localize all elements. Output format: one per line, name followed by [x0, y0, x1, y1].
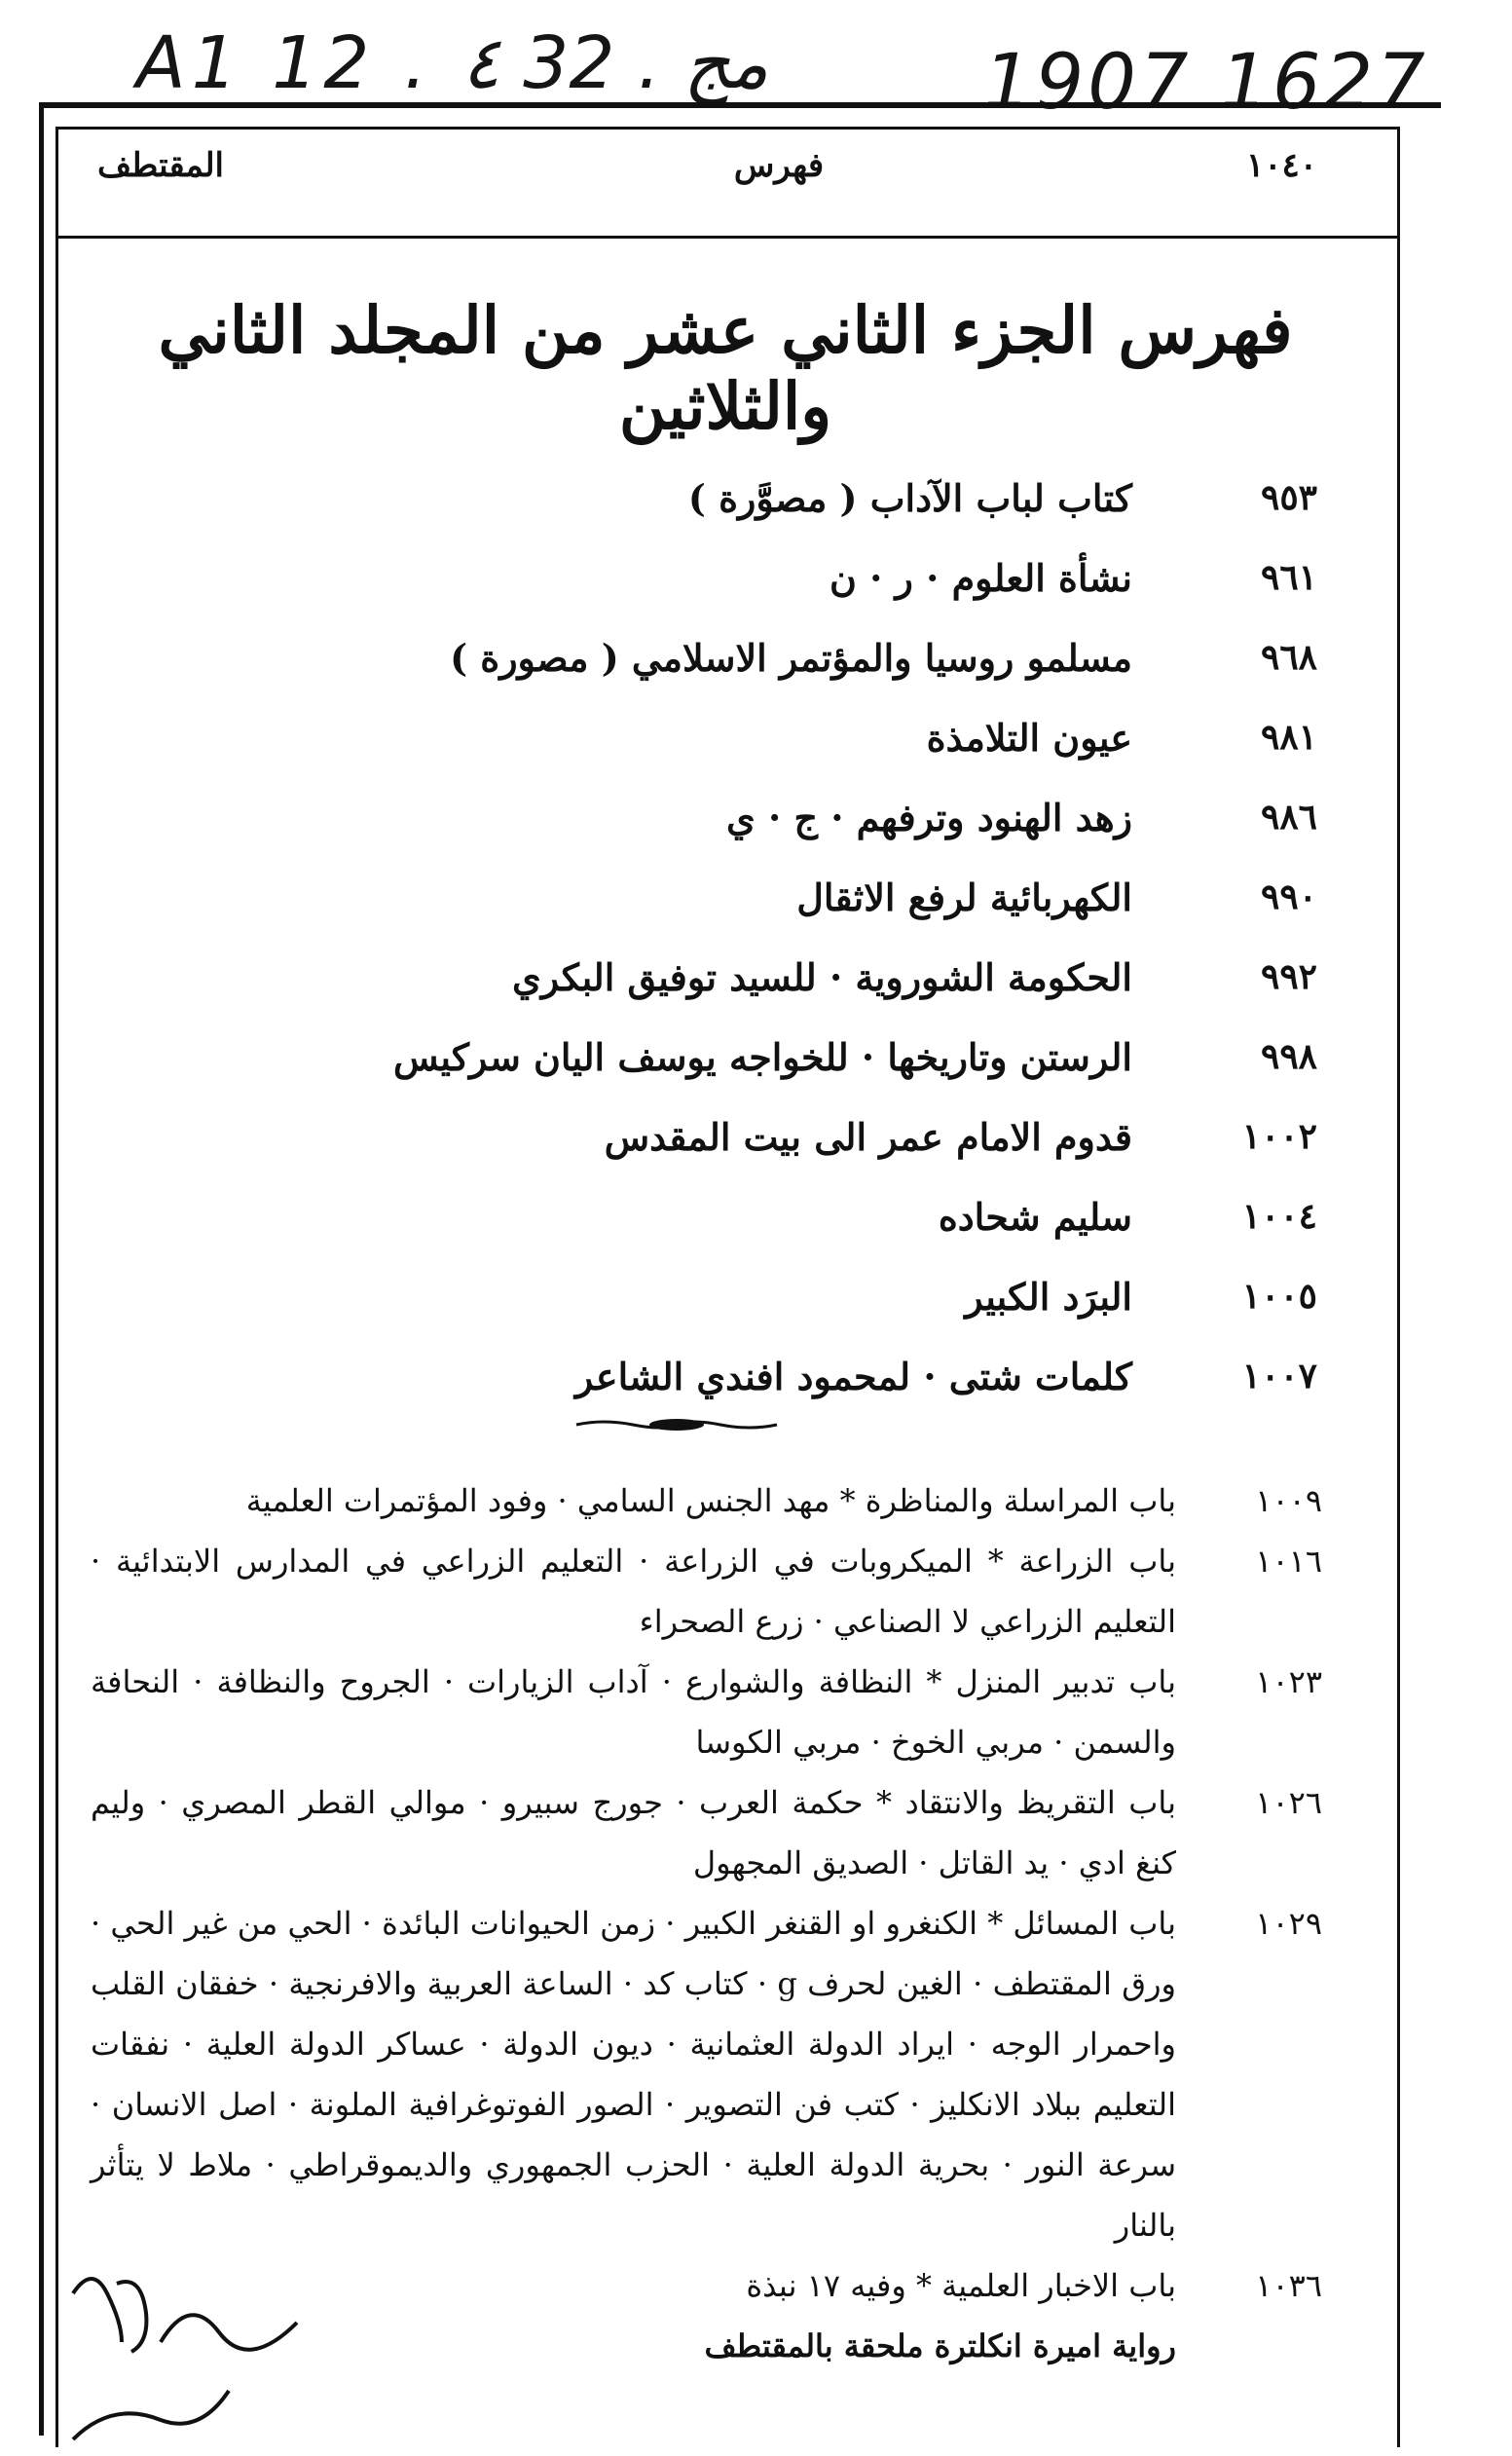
- section-page: ١٠١٦: [1255, 1543, 1322, 1580]
- page-title: فهرس الجزء الثاني عشر من المجلد الثاني والثلاثين: [158, 292, 1293, 444]
- toc-entry: [149, 1097, 1317, 1176]
- section-text: باب تدبير المنزل * النظافة والشوارع · آداب الزيارات · الجروح والنظافة · النحافة والسمن · مربي الخوخ · مربي الكوسا: [91, 1663, 1176, 1761]
- toc-entry: [149, 538, 1317, 617]
- section-page: ١٠٢٣: [1255, 1663, 1322, 1700]
- section-entry: [91, 1470, 1322, 1531]
- toc-title: قدوم الامام عمر الى بيت المقدس: [604, 1114, 1132, 1159]
- toc-title: البرَد الكبير: [965, 1274, 1132, 1319]
- handwritten-signature-mark: [54, 2254, 307, 2449]
- header-rule: [55, 236, 1397, 239]
- section-page: ١٠٢٩: [1255, 1905, 1322, 1942]
- toc-title: مسلمو روسيا والمؤتمر الاسلامي ( مصورة ): [450, 635, 1132, 680]
- section-entry: [91, 1652, 1322, 1772]
- toc-entry: [149, 1017, 1317, 1097]
- toc-page: ٩٩٨: [1260, 1036, 1317, 1077]
- section-page: ١٠٠٩: [1255, 1482, 1322, 1519]
- section-text: باب المراسلة والمناظرة * مهد الجنس السامي · وفود المؤتمرات العلمية: [245, 1482, 1176, 1519]
- toc-page: ٩٦١: [1260, 557, 1317, 598]
- section-divider-ornament: [574, 1417, 779, 1433]
- toc-page: ٩٨١: [1260, 717, 1317, 758]
- toc-entry: [149, 937, 1317, 1017]
- sections-list: [91, 1470, 1322, 2376]
- toc-page: ٩٩٢: [1260, 956, 1317, 997]
- page-number: ١٠٤٠: [1246, 146, 1318, 185]
- section-text: باب التقريظ والانتقاد * حكمة العرب · جورج سبيرو · موالي القطر المصري · وليم كنغ ادي · يد القاتل · الصديق المجهول: [91, 1784, 1176, 1881]
- toc-title: الكهربائية لرفع الاثقال: [796, 874, 1132, 919]
- handwritten-accession-number: 1907 1627: [983, 39, 1429, 127]
- section-text: باب الزراعة * الميكروبات في الزراعة · التعليم الزراعي في المدارس الابتدائية · التعليم الزراعي لا الصناعي · زرع الصحراء: [91, 1543, 1176, 1640]
- toc-page: ١٠٠٧: [1241, 1356, 1317, 1396]
- running-head-section: فهرس: [733, 146, 825, 185]
- toc-entry: [149, 857, 1317, 937]
- toc-page: ٩٥٣: [1260, 477, 1317, 518]
- section-page: ١٠٣٦: [1255, 2267, 1322, 2304]
- toc-title: كتاب لباب الآداب ( مصوَّرة ): [687, 475, 1132, 520]
- toc-list: [149, 458, 1317, 1416]
- section-text: باب الاخبار العلمية * وفيه ١٧ نبذة: [746, 2267, 1176, 2304]
- toc-page: ١٠٠٢: [1241, 1116, 1317, 1157]
- supplement-note: رواية اميرة انكلترة ملحقة بالمقتطف: [704, 2327, 1176, 2364]
- toc-entry: [149, 1256, 1317, 1336]
- toc-page: ٩٨٦: [1260, 797, 1317, 837]
- toc-page: ١٠٠٥: [1241, 1276, 1317, 1317]
- toc-title: الحكومة الشوروية · للسيد توفيق البكري: [511, 954, 1132, 999]
- toc-title: زهد الهنود وترفهم · ج · ي: [726, 795, 1132, 839]
- toc-entry: [149, 1336, 1317, 1416]
- toc-title: عيون التلامذة: [926, 715, 1132, 760]
- toc-page: ٩٦٨: [1260, 637, 1317, 678]
- running-head-journal: المقتطف: [97, 146, 225, 185]
- toc-page: ٩٩٠: [1260, 876, 1317, 917]
- section-entry: [91, 1772, 1322, 1893]
- toc-entry: [149, 458, 1317, 538]
- section-page: ١٠٢٦: [1255, 1784, 1322, 1821]
- section-text: باب المسائل * الكنغرو او القنغر الكبير · زمن الحيوانات البائدة · الحي من غير الحي · ورق المقتطف · الغين لحرف g · كتاب كد · الساعة العربية والافرنجية · خفقان القلب واحمرار الوجه · ايراد الدولة العثمانية · ديون الدولة · عساكر الدولة العلية · نفقات التعليم ببلاد الانكليز · كتب فن التصوير · الصور الفوتوغرافية الملونة · اصل الانسان · سرعة النور · بحرية الدولة العلية · الحزب الجمهوري والديموقراطي · ملاط لا يتأثر بالنار: [91, 1905, 1177, 2244]
- section-entry: [91, 1893, 1322, 2255]
- toc-title: نشأة العلوم · ر · ن: [829, 555, 1132, 600]
- handwritten-shelfmark: A1 12 . ٤ 32 . مج: [136, 21, 769, 105]
- toc-entry: [149, 777, 1317, 857]
- toc-entry: [149, 697, 1317, 777]
- toc-title: كلمات شتى · لمحمود افندي الشاعر: [574, 1354, 1132, 1398]
- toc-entry: [149, 1176, 1317, 1256]
- toc-title: الرستن وتاريخها · للخواجه يوسف اليان سركيس: [392, 1034, 1132, 1079]
- toc-page: ١٠٠٤: [1241, 1196, 1317, 1237]
- toc-entry: [149, 617, 1317, 697]
- section-entry: [91, 1531, 1322, 1652]
- toc-title: سليم شحاده: [938, 1194, 1132, 1239]
